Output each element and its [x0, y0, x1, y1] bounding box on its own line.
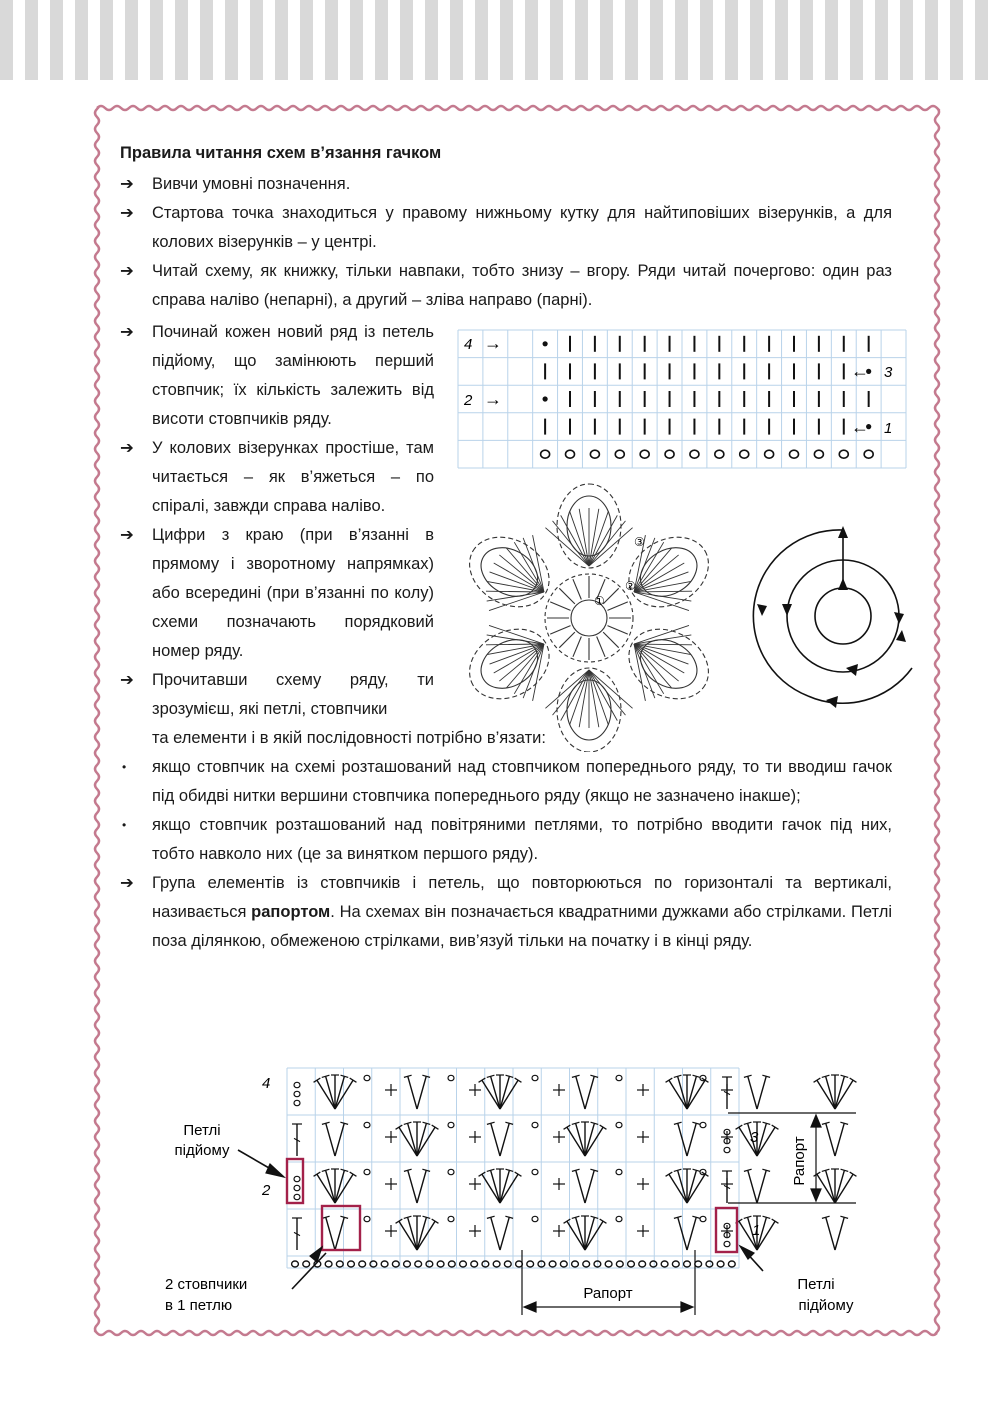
arrow-icon: ➔: [120, 874, 134, 892]
arrow-right-icon: →: [484, 333, 502, 353]
round-number-3: ③: [634, 535, 645, 549]
arrow-icon: ➔: [120, 262, 134, 280]
lift-label-right-2: підйому: [798, 1297, 854, 1314]
rule-8: ➔ Група елементів із стовпчиків і петель, що повторюються по горизонталі та вертикалі, називається рапортом. На схемах він позначається квадратними дужками або стрілками. Петлі поза ділянкою, обмеженою стрілками, вив’язуй тільки на початку і в кінці ряду.: [120, 869, 892, 956]
row-chart: [456, 328, 908, 470]
chart-row-label-2: 2: [262, 1182, 271, 1199]
rule-3: ➔ Читай схему, як книжку, тільки навпаки, тобто знизу – вгору. Ряди читай почергово: один раз справа наліво (непарні), а другий – зліва направо (парні).: [120, 257, 892, 315]
lift-label-right-1: Петлі: [797, 1276, 835, 1293]
rule-7: ➔ Прочитавши схему ряду, ти зрозумієш, які петлі, стовпчики: [120, 666, 434, 724]
rule-2: ➔ Стартова точка знаходиться у правому нижньому кутку для найтиповіших візерунків, а для колових візерунків – у центрі.: [120, 199, 892, 257]
rule-7-continuation: та елементи і в якій послідовності потрібно в’язати:: [152, 729, 546, 747]
arrow-icon: ➔: [120, 439, 134, 457]
bullet-2: • якщо стовпчик розташований над повітряними петлями, то потрібно вводити гачок під них, тобто навколо них (це за винятком першого ряду).: [120, 811, 892, 869]
rapport-label-horizontal: Рапорт: [583, 1285, 633, 1302]
bullet-icon: •: [122, 818, 127, 832]
rule-4: ➔ Починай кожен новий ряд із петель підйому, що замінюють перший стовпчик; їх кількість залежить від висоти стовпчиків ряду.: [120, 318, 434, 434]
round-number-2: ②: [625, 579, 636, 593]
chart-row-label-3: 3: [750, 1129, 759, 1146]
row-label-1: 1: [884, 420, 893, 437]
rule-1: ➔ Вивчи умовні позначення.: [120, 170, 892, 199]
row-label-2: 2: [464, 392, 473, 409]
spiral-diagram: [742, 518, 914, 716]
arrow-icon: ➔: [120, 204, 134, 222]
arrow-icon: ➔: [120, 175, 134, 193]
two-stitches-label-2: в 1 петлю: [165, 1297, 233, 1314]
bullet-1: • якщо стовпчик на схемі розташований над стовпчиком попереднього ряду, то ти вводиш гачок під обидві нитки вершини стовпчика попереднього ряду (якщо не зазначено інакше);: [120, 753, 892, 811]
row-label-4: 4: [464, 336, 473, 353]
keyword-rapport: рапортом: [251, 903, 331, 921]
arrow-icon: ➔: [120, 323, 134, 341]
arrow-left-icon: ←: [851, 417, 869, 437]
arrow-icon: ➔: [120, 671, 134, 689]
row-label-3: 3: [884, 364, 893, 381]
rule-5: ➔ У колових візерунках простіше, там читається – як в’яжеться – по спіралі, завжди справа наліво.: [120, 434, 434, 521]
two-stitches-label-1: 2 стовпчики: [165, 1276, 248, 1293]
arrow-icon: ➔: [120, 526, 134, 544]
chart-row-label-1: 1: [752, 1222, 761, 1239]
rule-6: ➔ Цифри з краю (при в’язанні в прямому і зворотному напрямках) або всередині (при в’язанні по колу) схеми позначають порядковий номер ряду.: [120, 521, 434, 666]
round-number-1: ①: [594, 594, 605, 608]
lift-label-left-1: Петлі: [183, 1122, 221, 1139]
arrow-left-icon: ←: [851, 361, 869, 381]
arrow-right-icon: →: [484, 389, 502, 409]
round-motif: [454, 480, 736, 752]
chart-row-label-4: 4: [262, 1075, 271, 1092]
bullet-icon: •: [122, 760, 127, 774]
page-title: Правила читання схем в’язання гачком: [120, 144, 442, 162]
rapport-label-vertical: Рапорт: [791, 1136, 808, 1186]
rapport-chart: [150, 1065, 870, 1327]
lift-label-left-2: підйому: [174, 1142, 230, 1159]
